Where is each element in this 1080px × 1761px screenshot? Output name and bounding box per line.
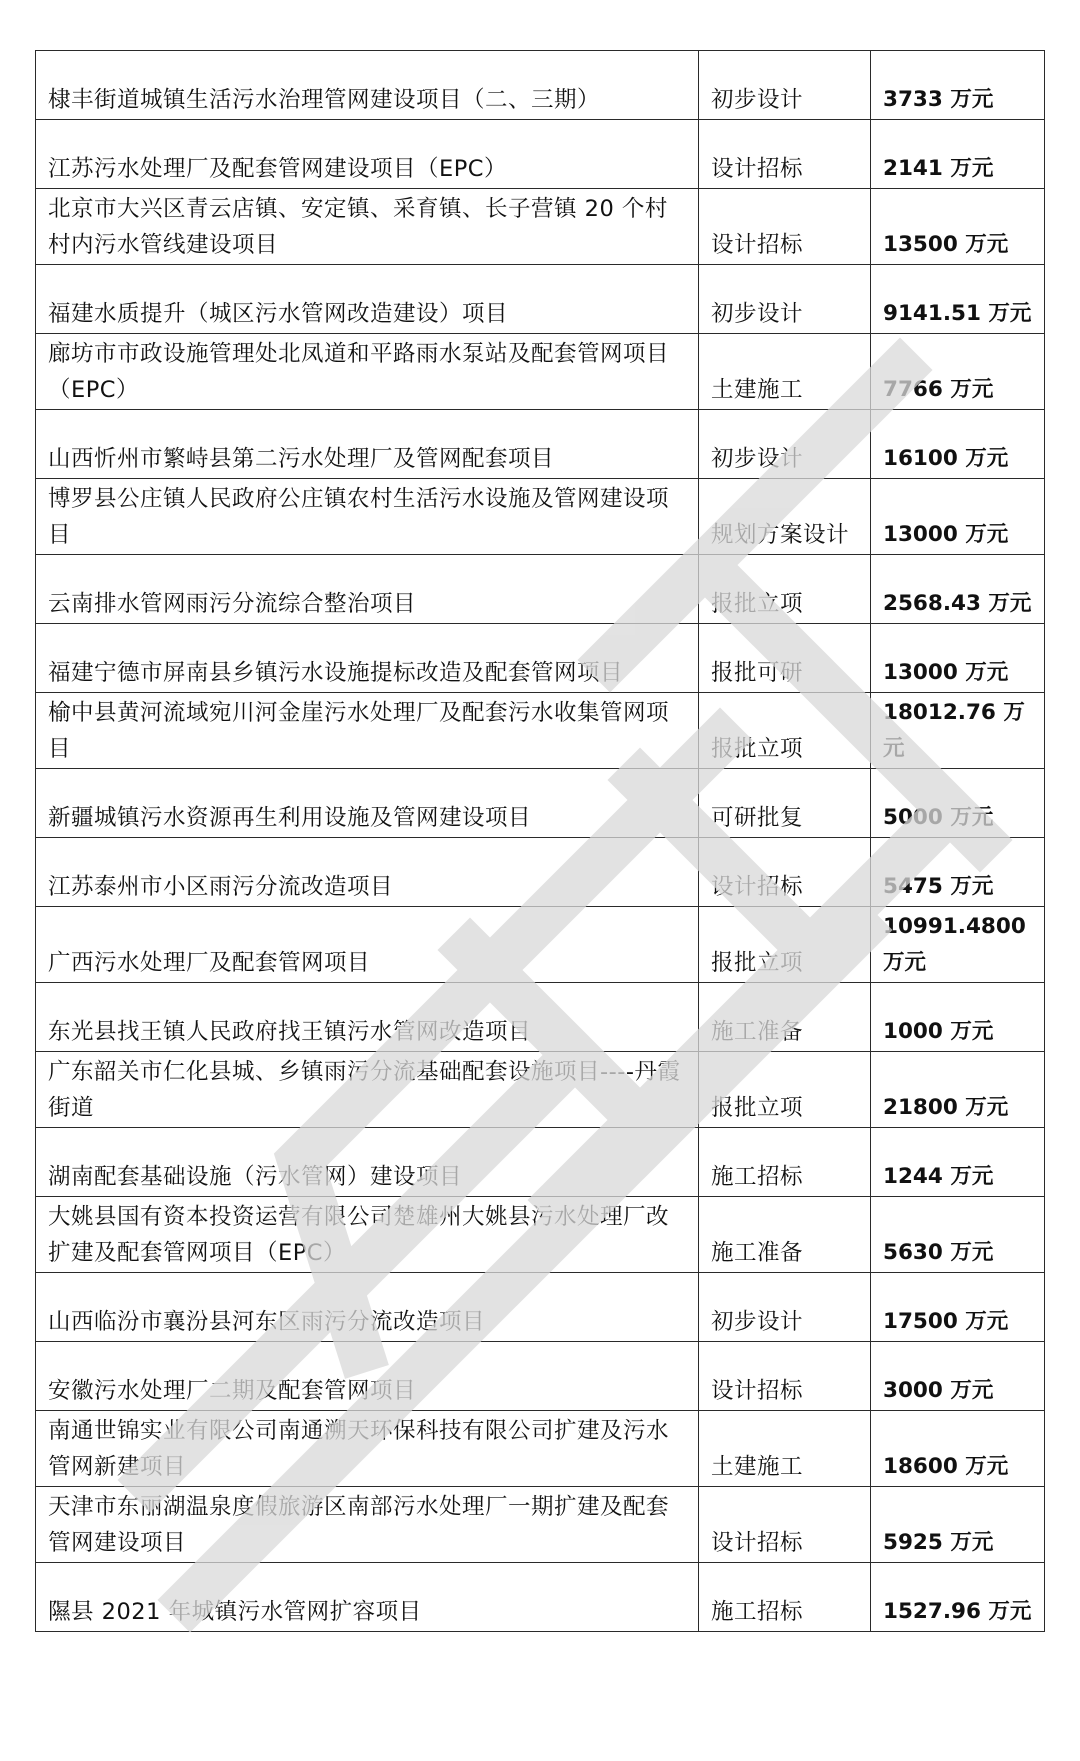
- project-name-cell: 榆中县黄河流域宛川河金崖污水处理厂及配套污水收集管网项目: [36, 693, 699, 769]
- project-name-cell: 新疆城镇污水资源再生利用设施及管网建设项目: [36, 769, 699, 838]
- project-name-cell: 江苏泰州市小区雨污分流改造项目: [36, 838, 699, 907]
- table-row: [36, 1411, 1045, 1487]
- project-name-cell: 广东韶关市仁化县城、乡镇雨污分流基础配套设施项目----丹霞街道: [36, 1052, 699, 1128]
- project-amount-cell: 13500 万元: [871, 189, 1045, 265]
- table-row: [36, 120, 1045, 189]
- project-amount-cell: 5000 万元: [871, 769, 1045, 838]
- project-name-cell: 福建宁德市屏南县乡镇污水设施提标改造及配套管网项目: [36, 624, 699, 693]
- project-stage-cell: 设计招标: [699, 838, 871, 907]
- project-stage-cell: 土建施工: [699, 1411, 871, 1487]
- project-name-cell: 北京市大兴区青云店镇、安定镇、采育镇、长子营镇 20 个村村内污水管线建设项目: [36, 189, 699, 265]
- project-name-cell: 博罗县公庄镇人民政府公庄镇农村生活污水设施及管网建设项目: [36, 479, 699, 555]
- project-amount-cell: 16100 万元: [871, 410, 1045, 479]
- project-name-cell: 廊坊市市政设施管理处北凤道和平路雨水泵站及配套管网项目（EPC）: [36, 334, 699, 410]
- project-stage-cell: 报批立项: [699, 907, 871, 983]
- project-stage-cell: 初步设计: [699, 1273, 871, 1342]
- project-amount-cell: 7766 万元: [871, 334, 1045, 410]
- project-amount-cell: 1527.96 万元: [871, 1563, 1045, 1632]
- project-name-cell: 东光县找王镇人民政府找王镇污水管网改造项目: [36, 983, 699, 1052]
- table-row: [36, 479, 1045, 555]
- table-row: [36, 1128, 1045, 1197]
- project-amount-cell: 1000 万元: [871, 983, 1045, 1052]
- table-row: [36, 265, 1045, 334]
- project-name-cell: 湖南配套基础设施（污水管网）建设项目: [36, 1128, 699, 1197]
- project-amount-cell: 2141 万元: [871, 120, 1045, 189]
- table-row: [36, 189, 1045, 265]
- project-amount-cell: 2568.43 万元: [871, 555, 1045, 624]
- project-amount-cell: 5475 万元: [871, 838, 1045, 907]
- project-amount-cell: 3000 万元: [871, 1342, 1045, 1411]
- project-name-cell: 江苏污水处理厂及配套管网建设项目（EPC）: [36, 120, 699, 189]
- project-stage-cell: 报批可研: [699, 624, 871, 693]
- project-amount-cell: 17500 万元: [871, 1273, 1045, 1342]
- project-amount-cell: 5925 万元: [871, 1487, 1045, 1563]
- table-row: [36, 334, 1045, 410]
- project-name-cell: 南通世锦实业有限公司南通溯天环保科技有限公司扩建及污水管网新建项目: [36, 1411, 699, 1487]
- project-amount-cell: 9141.51 万元: [871, 265, 1045, 334]
- project-stage-cell: 设计招标: [699, 1342, 871, 1411]
- table-row: [36, 410, 1045, 479]
- project-stage-cell: 初步设计: [699, 265, 871, 334]
- project-amount-cell: 21800 万元: [871, 1052, 1045, 1128]
- project-stage-cell: 施工准备: [699, 983, 871, 1052]
- project-amount-cell: 5630 万元: [871, 1197, 1045, 1273]
- project-amount-cell: 10991.4800 万元: [871, 907, 1045, 983]
- project-amount-cell: 3733 万元: [871, 51, 1045, 120]
- table-row: [36, 555, 1045, 624]
- table-row: [36, 1342, 1045, 1411]
- project-amount-cell: 1244 万元: [871, 1128, 1045, 1197]
- table-row: [36, 838, 1045, 907]
- project-name-cell: 广西污水处理厂及配套管网项目: [36, 907, 699, 983]
- project-stage-cell: 施工招标: [699, 1563, 871, 1632]
- project-stage-cell: 报批立项: [699, 1052, 871, 1128]
- project-stage-cell: 报批立项: [699, 555, 871, 624]
- project-name-cell: 大姚县国有资本投资运营有限公司楚雄州大姚县污水处理厂改扩建及配套管网项目（EPC）: [36, 1197, 699, 1273]
- project-stage-cell: 施工招标: [699, 1128, 871, 1197]
- table-row: [36, 1273, 1045, 1342]
- table-row: [36, 983, 1045, 1052]
- table-row: [36, 624, 1045, 693]
- project-stage-cell: 报批立项: [699, 693, 871, 769]
- project-stage-cell: 规划方案设计: [699, 479, 871, 555]
- project-name-cell: 山西忻州市繁峙县第二污水处理厂及管网配套项目: [36, 410, 699, 479]
- project-name-cell: 安徽污水处理厂二期及配套管网项目: [36, 1342, 699, 1411]
- table-row: [36, 1052, 1045, 1128]
- project-name-cell: 棣丰街道城镇生活污水治理管网建设项目（二、三期）: [36, 51, 699, 120]
- table-row: [36, 1563, 1045, 1632]
- project-amount-cell: 18012.76 万元: [871, 693, 1045, 769]
- table-row: [36, 907, 1045, 983]
- project-amount-cell: 13000 万元: [871, 479, 1045, 555]
- project-stage-cell: 土建施工: [699, 334, 871, 410]
- project-name-cell: 天津市东丽湖温泉度假旅游区南部污水处理厂一期扩建及配套管网建设项目: [36, 1487, 699, 1563]
- table-row: [36, 51, 1045, 120]
- project-name-cell: 隰县 2021 年城镇污水管网扩容项目: [36, 1563, 699, 1632]
- project-stage-cell: 设计招标: [699, 189, 871, 265]
- project-stage-cell: 初步设计: [699, 410, 871, 479]
- project-amount-cell: 13000 万元: [871, 624, 1045, 693]
- project-table-body: [36, 51, 1045, 1632]
- table-row: [36, 693, 1045, 769]
- table-row: [36, 1197, 1045, 1273]
- project-stage-cell: 可研批复: [699, 769, 871, 838]
- project-amount-cell: 18600 万元: [871, 1411, 1045, 1487]
- project-name-cell: 福建水质提升（城区污水管网改造建设）项目: [36, 265, 699, 334]
- project-stage-cell: 设计招标: [699, 1487, 871, 1563]
- project-name-cell: 山西临汾市襄汾县河东区雨污分流改造项目: [36, 1273, 699, 1342]
- project-stage-cell: 设计招标: [699, 120, 871, 189]
- project-name-cell: 云南排水管网雨污分流综合整治项目: [36, 555, 699, 624]
- project-stage-cell: 初步设计: [699, 51, 871, 120]
- project-stage-cell: 施工准备: [699, 1197, 871, 1273]
- table-row: [36, 769, 1045, 838]
- project-table: [35, 50, 1045, 1632]
- table-row: [36, 1487, 1045, 1563]
